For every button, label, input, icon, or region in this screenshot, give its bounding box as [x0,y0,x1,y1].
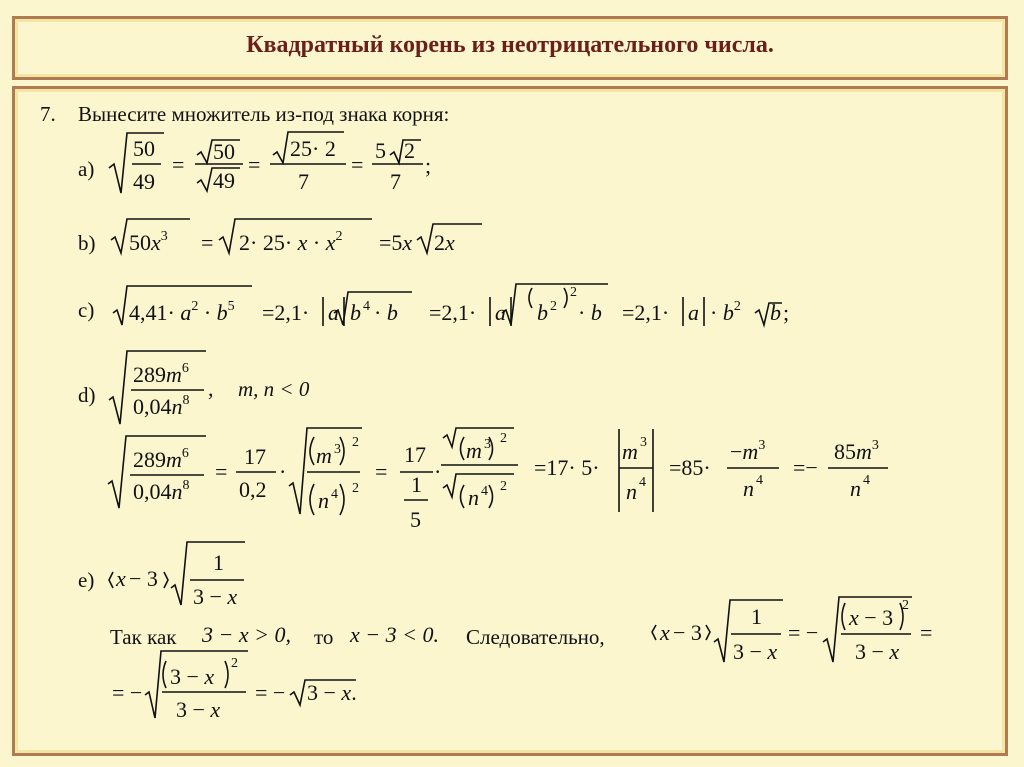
svg-text:= −: = − [112,680,143,705]
svg-text:a: a [495,300,506,325]
svg-text:289m6: $289m^6$ [133,446,189,472]
svg-text:·: · [279,459,287,484]
svg-text:2: 2 [352,481,359,496]
svg-text:4: 4 [639,475,646,490]
svg-text:=2,1·: =2,1· [429,300,477,325]
svg-text:b: b [350,300,361,325]
svg-text:50: 50 [213,139,235,164]
svg-text:50: 50 [133,136,155,161]
svg-text:7: 7 [390,169,401,194]
svg-text:0,04n8: $0,04n^8$ [133,393,190,419]
svg-text:0,2: 0,2 [239,477,267,502]
svg-text:4,41· a2 · b5: $4,41\cdot a^2 \cdot b^5$ [129,299,235,325]
label-d: d) [78,383,96,407]
svg-text:3: 3 [640,435,647,450]
svg-text:n: n [318,488,329,513]
svg-text:4: 4 [756,473,763,488]
svg-text:50x3: $50x^3$ [129,229,168,255]
text-hence: Следовательно, [466,625,605,649]
svg-text:b: b [770,300,781,325]
text-since: Так как [110,625,177,649]
svg-text:=85·: =85· [669,455,711,480]
svg-text:5: 5 [375,138,386,163]
svg-text:3 − x: 3 − x [855,639,900,664]
svg-text:=−: =− [793,455,818,480]
svg-text:=17· 5·: =17· 5· [534,455,600,480]
svg-text:2: 2 [352,435,359,450]
svg-text:2: 2 [570,285,577,300]
svg-text:3 − x: 3 − x [176,697,221,722]
svg-text:n: n [743,476,754,501]
svg-text:85m3: $85m^3$ [834,438,879,464]
svg-text:4: 4 [481,484,488,499]
svg-text:2: 2 [500,479,507,494]
svg-text:4: 4 [331,487,338,502]
svg-text:4: 4 [863,473,870,488]
svg-text:5: 5 [410,507,421,532]
svg-text:3 − x: 3 − x [170,664,215,689]
svg-text:=: = [375,459,388,484]
svg-text:3: 3 [334,442,341,457]
task-instruction: Вынесите множитель из-под знака корня: [78,102,450,126]
svg-text:=5x: =5x [379,230,413,255]
condition-1: 3 − x > 0, [202,622,291,647]
label-b: b) [78,231,96,255]
svg-text:49: 49 [133,169,155,194]
svg-text:=: = [172,152,185,177]
svg-text:· b: · b [578,300,602,325]
svg-text:2: 2 [404,138,415,163]
text-so: то [314,625,334,649]
svg-text:n: n [468,485,479,510]
label-c: c) [78,298,95,322]
svg-text:=: = [920,620,933,645]
svg-text:− 3: − 3 [673,620,702,645]
svg-text:7: 7 [298,169,309,194]
svg-text:2: 2 [500,431,507,446]
svg-text:x − 3: x − 3 [849,605,894,630]
svg-text:17: 17 [244,444,266,469]
svg-text:a: a [688,300,699,325]
svg-text:n: n [626,479,637,504]
svg-text:2: 2 [231,656,238,671]
svg-text:2: 2 [550,299,557,314]
svg-text:2: 2 [902,598,909,613]
svg-text:·: · [434,459,442,484]
svg-text:= −: = − [255,680,286,705]
svg-text:;: ; [425,153,432,178]
svg-text:25· 2: 25· 2 [290,136,336,161]
svg-text:m: m [316,443,332,468]
svg-text:1: 1 [411,472,422,497]
svg-text:289m6: $289m^6$ [133,361,189,387]
svg-text:2x: 2x [434,230,455,255]
svg-text:3: 3 [484,437,491,452]
svg-text:= −: = − [788,620,819,645]
svg-text:3 − x: 3 − x [193,584,238,609]
task-number: 7. [40,102,56,126]
svg-text:4: 4 [363,299,370,314]
svg-text:· b: · b [374,300,398,325]
svg-text:49: 49 [213,168,235,193]
slide-title: Квадратный корень из неотрицательного числа. [246,32,774,58]
svg-text:a: a [328,300,339,325]
svg-text:=: = [215,459,228,484]
svg-text:· b2: · $b^2$ [710,299,741,325]
svg-text:=2,1·: =2,1· [622,300,670,325]
svg-text:0,04n8: $0,04n^8$ [133,478,190,504]
svg-text:−m3: $-m^3$ [730,438,766,464]
svg-text:=: = [201,230,214,255]
svg-text:n: n [850,476,861,501]
svg-text:,: , [208,376,214,401]
condition-2: x − 3 < 0. [350,622,439,647]
svg-text:x: x [660,620,670,645]
svg-text:− 3: − 3 [129,566,158,591]
svg-text:;: ; [783,300,790,325]
svg-text:m: m [466,438,482,463]
svg-text:b: b [537,300,548,325]
svg-text:17: 17 [404,442,426,467]
label-e: e) [78,568,95,592]
svg-text:m: m [622,439,638,464]
svg-text:x: x [116,566,126,591]
svg-text:1: 1 [751,604,762,629]
svg-text:3 − x: 3 − x [733,639,778,664]
svg-text:=2,1·: =2,1· [262,300,310,325]
svg-text:3 − x.: 3 − x. [307,680,357,705]
svg-text:1: 1 [213,550,224,575]
svg-text:=: = [248,152,261,177]
condition-d: m, n < 0 [238,377,310,401]
label-a: a) [78,157,95,181]
svg-text:2· 25· x · x2: $2\cdot 25\cdot x \cdot x^2$ [239,229,343,255]
svg-text:=: = [351,152,364,177]
